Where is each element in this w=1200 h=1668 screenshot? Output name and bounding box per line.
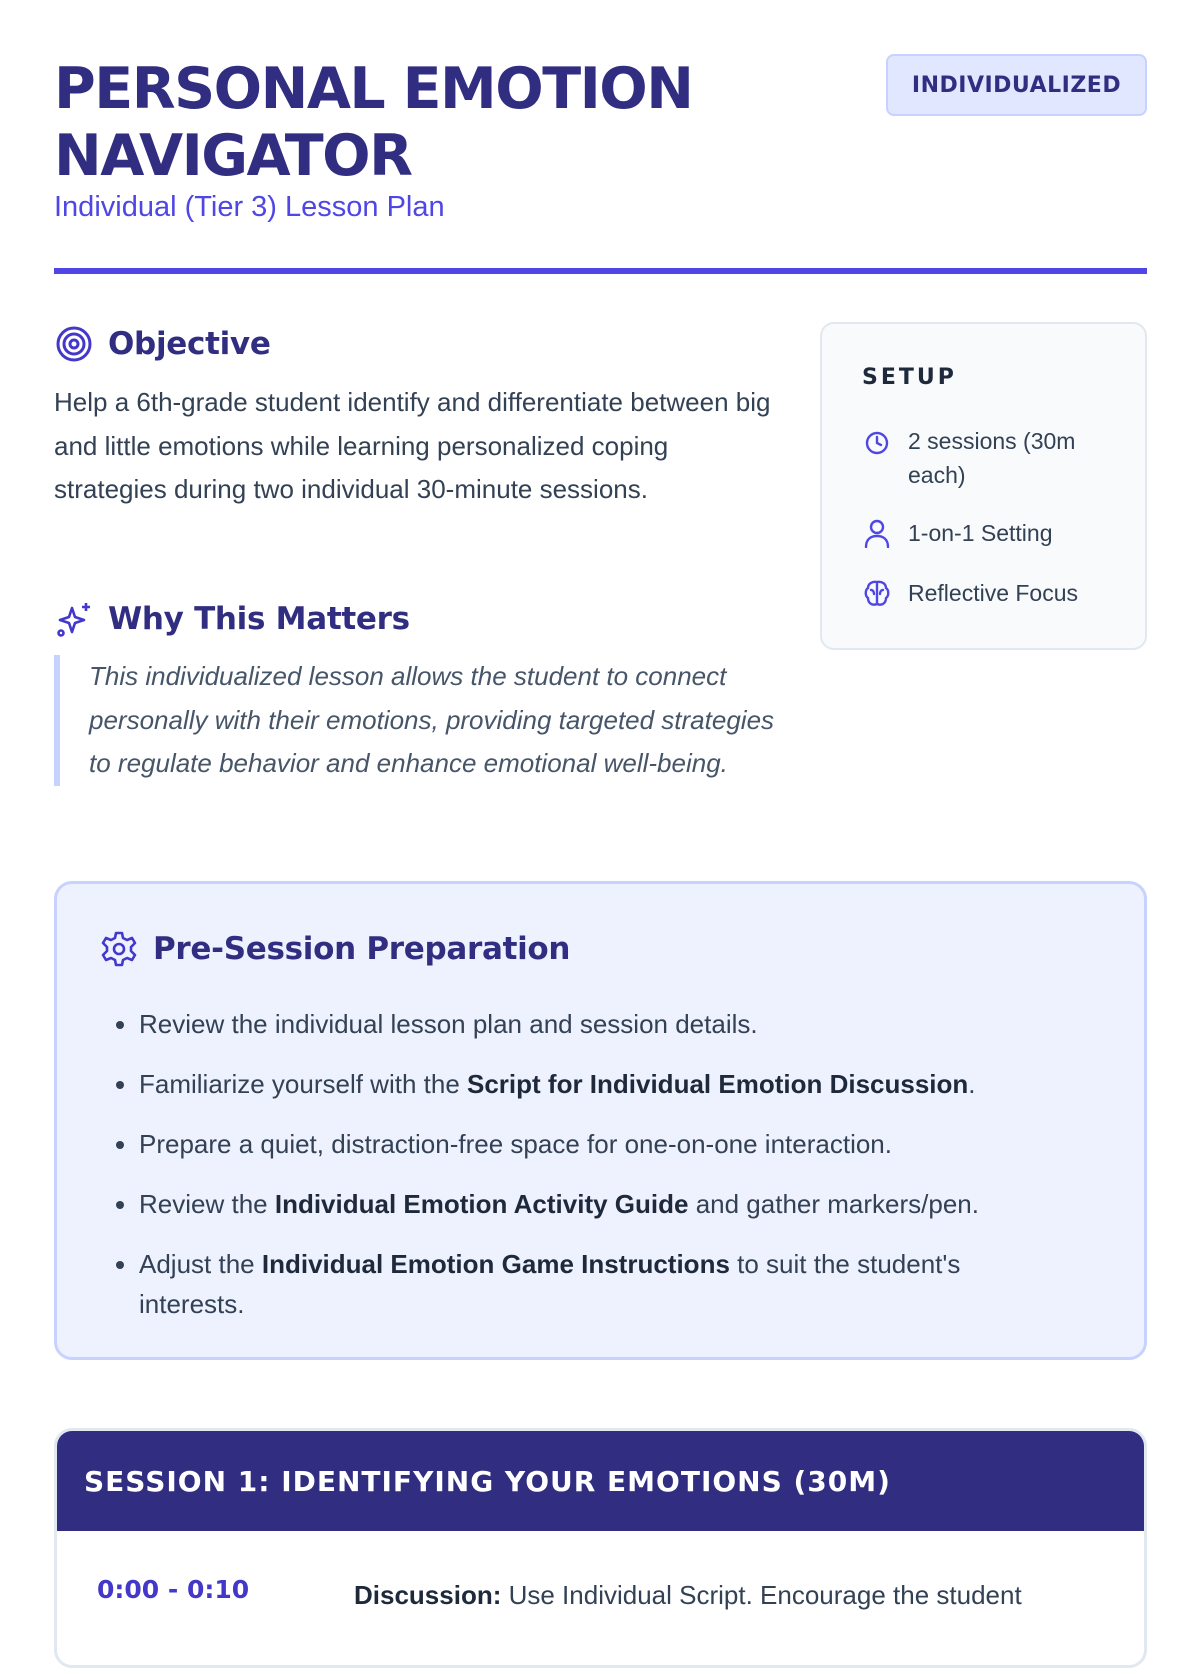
- page-title: PERSONAL EMOTION NAVIGATOR: [54, 56, 693, 189]
- page-header: [54, 54, 1147, 274]
- brain-icon: [862, 578, 892, 608]
- sparkles-icon: [54, 599, 94, 639]
- setup-item-focus: [862, 576, 1078, 610]
- why-title: Why This Matters: [108, 601, 410, 637]
- prep-list: [107, 1004, 1069, 1344]
- setup-item-setting: [862, 516, 1052, 550]
- individualized-badge: INDIVIDUALIZED: [886, 54, 1147, 116]
- list-item: • Adjust the Individual Emotion Game Instructions to suit the student's interests.: [139, 1244, 1069, 1324]
- objective-heading: [54, 324, 271, 364]
- clock-icon: [862, 426, 892, 456]
- session-row-time: 0:00 - 0:10: [97, 1575, 250, 1604]
- objective-text: Help a 6th-grade student identify and differentiate between big and little emotions while learning personalized coping strategies during two individual 30-minute sessions.: [54, 387, 771, 504]
- prep-heading: [99, 929, 570, 969]
- list-item: • Review the individual lesson plan and session details.: [139, 1004, 1069, 1044]
- session-1-card: [54, 1428, 1147, 1668]
- session-1-title: SESSION 1: IDENTIFYING YOUR EMOTIONS (30M): [57, 1431, 1144, 1531]
- target-icon: [54, 324, 94, 364]
- session-row-description: Discussion: Use Individual Script. Encourage the student: [354, 1580, 1022, 1610]
- setup-card: [820, 322, 1147, 650]
- setup-item-sessions: [862, 424, 1102, 492]
- list-item: • Familiarize yourself with the Script for Individual Emotion Discussion.: [139, 1064, 1069, 1104]
- why-heading: [54, 599, 410, 639]
- list-item: • Review the Individual Emotion Activity Guide and gather markers/pen.: [139, 1184, 1069, 1224]
- user-icon: [862, 518, 892, 548]
- setup-item-label: 1-on-1 Setting: [908, 520, 1053, 546]
- setup-item-label: Reflective Focus: [908, 580, 1079, 606]
- lesson-plan-page: [54, 0, 1147, 1610]
- list-item: • Prepare a quiet, distraction-free space for one-on-one interaction.: [139, 1124, 1069, 1164]
- page-subtitle: Individual (Tier 3) Lesson Plan: [54, 191, 445, 223]
- why-quote: This individualized lesson allows the student to connect personally with their emotions, providing targeted strategies to regulate behavior and enhance emotional well-being.: [54, 655, 784, 786]
- gear-icon: [99, 929, 139, 969]
- setup-item-label: 2 sessions (30m each): [908, 428, 1076, 488]
- objective-title: Objective: [108, 326, 271, 362]
- prep-title: Pre-Session Preparation: [153, 931, 571, 967]
- pre-session-card: [54, 881, 1147, 1360]
- setup-title: SETUP: [862, 365, 957, 390]
